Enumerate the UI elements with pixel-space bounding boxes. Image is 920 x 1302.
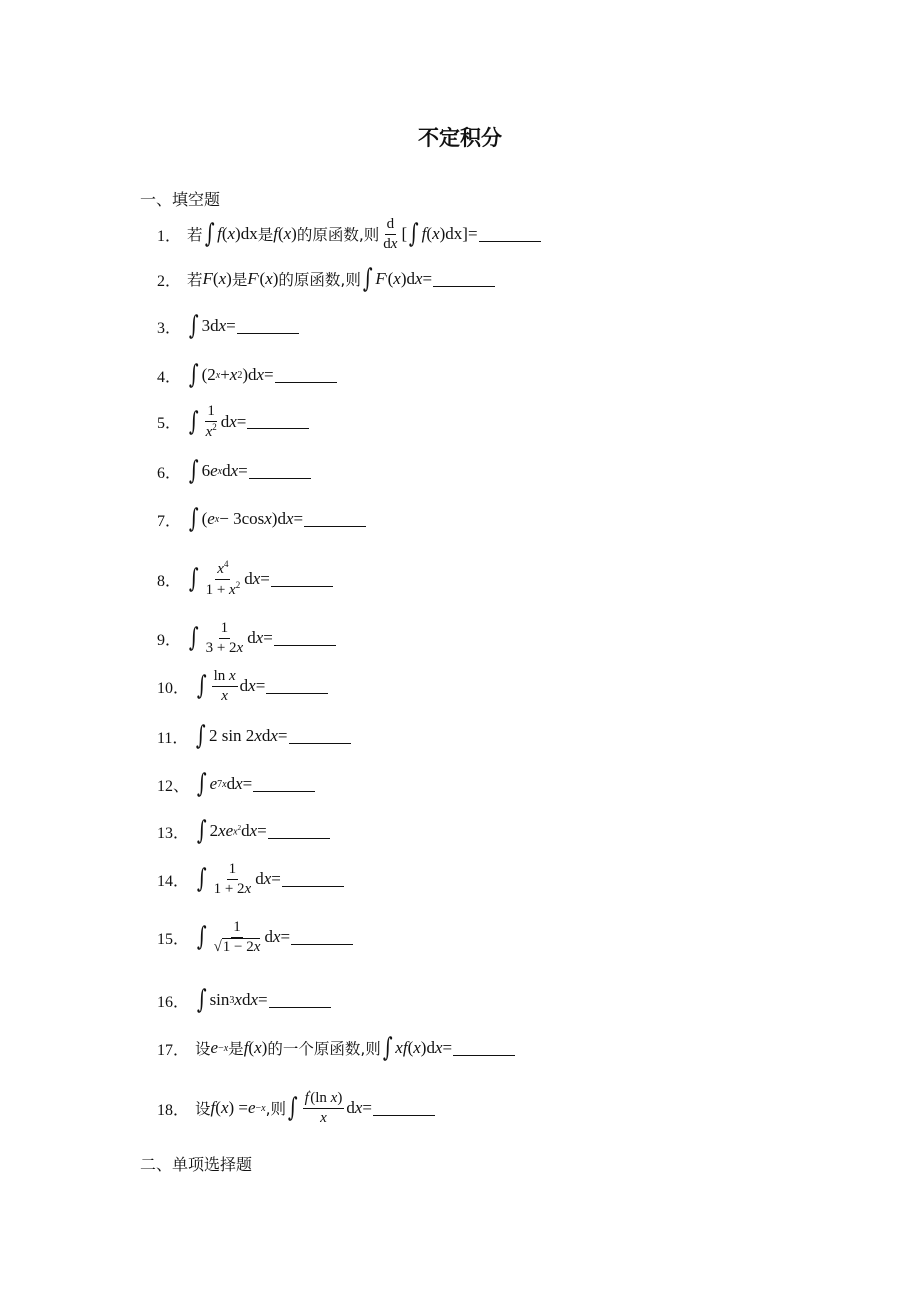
answer-blank[interactable]: [453, 1041, 515, 1056]
question-16: 16． ∫ sin 3 x d x =: [157, 987, 331, 1013]
answer-blank[interactable]: [247, 414, 309, 429]
answer-blank[interactable]: [249, 464, 311, 479]
answer-blank[interactable]: [271, 572, 333, 587]
question-9: 9． ∫ $\frac{1}{3 + 2x}$ d x =: [157, 620, 336, 656]
question-6: 6． ∫ 6 e x d x =: [157, 458, 311, 484]
question-13: 13． ∫ 2 xe $x^2$ d x =: [157, 818, 330, 844]
question-17: 17． 设 e −x 是 f ( x ) 的一个原函数,则 ∫ xf ( x )d x =: [157, 1035, 515, 1061]
answer-blank[interactable]: [304, 512, 366, 527]
section-single-choice: 二、单项选择题: [140, 1155, 253, 1174]
question-1: 1． 若 ∫ f ( x )dx 是 f ( x ) 的原函数,则 $\frac{d}{dx}$ [ ∫ f ( x )dx]=: [157, 216, 541, 252]
answer-blank[interactable]: [253, 777, 315, 792]
question-5: 5． ∫ $\frac{1}{x^2}$ d x =: [157, 403, 309, 440]
question-3: 3． ∫ 3d x =: [157, 313, 299, 339]
question-14: 14． ∫ $\frac{1}{1 + 2x}$ d x =: [157, 861, 344, 897]
question-7: 7． ∫ ( e x − 3cos x )d x =: [157, 506, 366, 532]
answer-blank[interactable]: [291, 930, 353, 945]
question-12: 12、 ∫ e 7x d x =: [157, 771, 315, 797]
answer-blank[interactable]: [266, 679, 328, 694]
question-2: 2． 若 F ( x ) 是 F ' ( x ) 的原函数,则 ∫ F ' ( x )d x =: [157, 266, 495, 292]
answer-blank[interactable]: [479, 227, 541, 242]
answer-blank[interactable]: [433, 272, 495, 287]
answer-blank[interactable]: [274, 631, 336, 646]
question-11: 11． ∫ 2 sin 2 x d x =: [157, 723, 351, 749]
answer-blank[interactable]: [237, 319, 299, 334]
answer-blank[interactable]: [275, 368, 337, 383]
question-18: 18． 设 f ( x ) = e −x ,则 ∫ $\frac{f'(\ln x)}{x}$ d x =: [157, 1090, 435, 1126]
answer-blank[interactable]: [269, 993, 331, 1008]
question-8: 8． ∫ $\frac{x^4}{1 + x^2}$ d x =: [157, 560, 333, 598]
answer-blank[interactable]: [268, 824, 330, 839]
answer-blank[interactable]: [282, 872, 344, 887]
question-10: 10． ∫ $\frac{\text{ln x}}{x}$ d x =: [157, 668, 328, 704]
answer-blank[interactable]: [289, 729, 351, 744]
answer-blank[interactable]: [373, 1101, 435, 1116]
section-fill-in: 一、填空题: [140, 190, 221, 209]
page-title: 不定积分: [418, 126, 502, 150]
question-4: 4． ∫ (2 x + x 2 )d x =: [157, 362, 337, 388]
question-15: 15． ∫ $\frac{1}{√1 - 2x}$ d x =: [157, 919, 353, 955]
